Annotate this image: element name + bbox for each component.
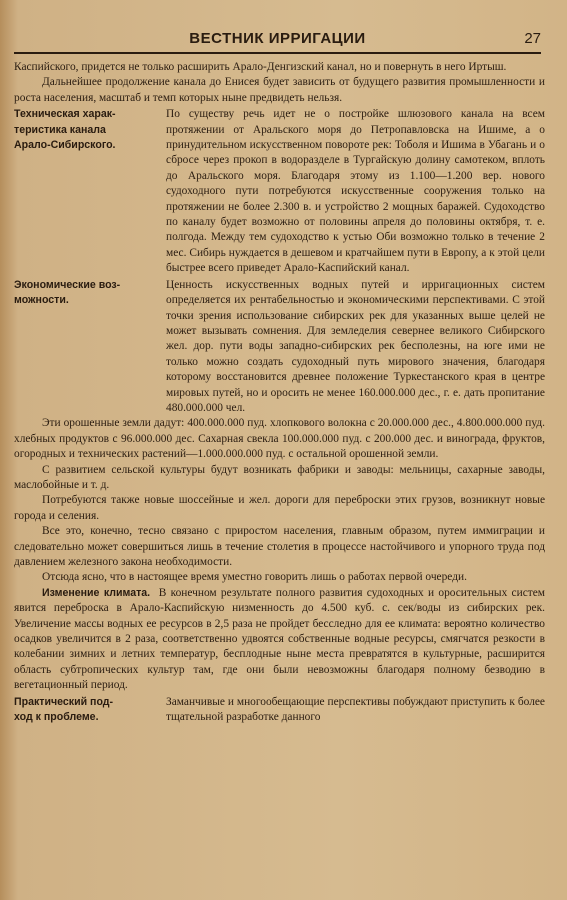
paragraph: Дальнейшее продолжение канала до Енисея будет зависить от будущего развития промышленности и роста населения, масштаб и темп которых ныне предвидеть нельзя. — [14, 76, 545, 104]
section-text: Ценность искусственных водных путей и ирригационных систем определяется их рентабельностью и экономическими перспективами. С этой точки зрения использование сибирских рек для указанных выше целей не может вызывать сомнения. Для земледелия севернее великого Сибирского жел. дор. пути воды западно-сибирских рек бесполезны, на юге ими не только можно создать судоходный путь мирового значения, благодаря которому восстановится древнее положение Туркестанского края в центре мировых путей, но и оросить не менее 160.000.000 дес., г. е. дать пропитание 480.000.000 чел. — [166, 278, 545, 414]
section-text: По существу речь идет не о постройке шлюзового канала на всем протяжении от Аральского моря до Петропавловска на Ишиме, а о принудительном искусственном повороте рек: Тоболя и Ишима в Убагань и о сбросе через прокоп в водоразделе в Тургайскую долину самотеком, вплоть до Аральского моря. Благодаря этому из 1.100—1.200 вер. нового судоходного пути потребуются искусственные сооружения только на протяжении не более 2.300 в. и устройство 2 мощных баражей. Судоходство по каналу будет возможно от половины апреля до половины октября, т. е. полгода. Между тем судоходство к устью Оби возможно только в течение 2 мес. Сибирь нуждается в дешевом и кратчайшем пути в Европу, а к этой цели быстрее всего приведет Арало-Каспийский канал. — [166, 108, 545, 275]
paragraph: Эти орошенные земли дадут: 400.000.000 пуд. хлопкового волокна с 20.000.000 дес., 4.800.000.000 пуд. хлебных продуктов с 96.000.000 дес. Сахарная свекла 100.000.000 пуд. с 200.000 дес. и винограда, фруктов, огородных и технических растений—1.000.000.000 пуд. с остальной орошенной земли. — [14, 417, 545, 461]
article-body — [14, 60, 545, 725]
section-practical — [14, 695, 545, 726]
section-economic — [14, 278, 545, 417]
paragraph: Отсюда ясно, что в настоящее время уместно говорить лишь о работах первой очереди. — [42, 571, 467, 584]
page-number: 27 — [524, 30, 541, 47]
side-heading: Практический под- ход к проблеме. — [14, 695, 114, 724]
journal-title: ВЕСТНИК ИРРИГАЦИИ — [189, 30, 366, 47]
side-heading: Техническая харак- теристика канала Арало-Сибирского. — [14, 108, 116, 152]
side-heading: Экономические воз- можности. — [14, 278, 121, 307]
paragraph: Потребуются также новые шоссейные и жел. дороги для переброски этих грузов, возникнут новые города и селения. — [14, 494, 545, 522]
section-climate — [14, 586, 545, 694]
paragraph: Все это, конечно, тесно связано с приростом населения, главным образом, путем иммиграции и следовательно может совершиться лишь в течение столетия в процессе настойчивого и упорного труда под давлением железного закона необходимости. — [14, 525, 545, 568]
section-text: В конечном результате полного развития судоходных и оросительных систем явится переброска в Арало-Каспийскую низменность до 4.500 куб. с. сек/воды из сибирских рек. Увеличение массы водных ее ресурсов в 2,5 раза не пройдет бесследно для ее климата: вероятно количество осадков увеличится в 2 раза, соответственно удвоятся собственные водные ресурсы, смягчатся резкости в колебании зимних и летних температур, бесплодные ныне места превратятся в культурные, расширится область субтропических культур там, где они были невозможны благодаря полному безводию в вегетационный период. — [14, 586, 546, 692]
paragraph: Каспийского, придется не только расширить Арало-Денгизский канал, но и повернуть в него Иртыш. — [14, 61, 507, 73]
inline-heading: Изменение климата. — [42, 586, 151, 599]
paragraph: С развитием сельской культуры будут возникать фабрики и заводы: мельницы, сахарные заводы, маслобойные и т. д. — [14, 463, 545, 491]
running-header — [14, 26, 541, 54]
section-text: Заманчивые и многообещающие перспективы побуждают приступить к более тщательной разработке данного — [166, 695, 545, 724]
section-technical — [14, 107, 545, 276]
